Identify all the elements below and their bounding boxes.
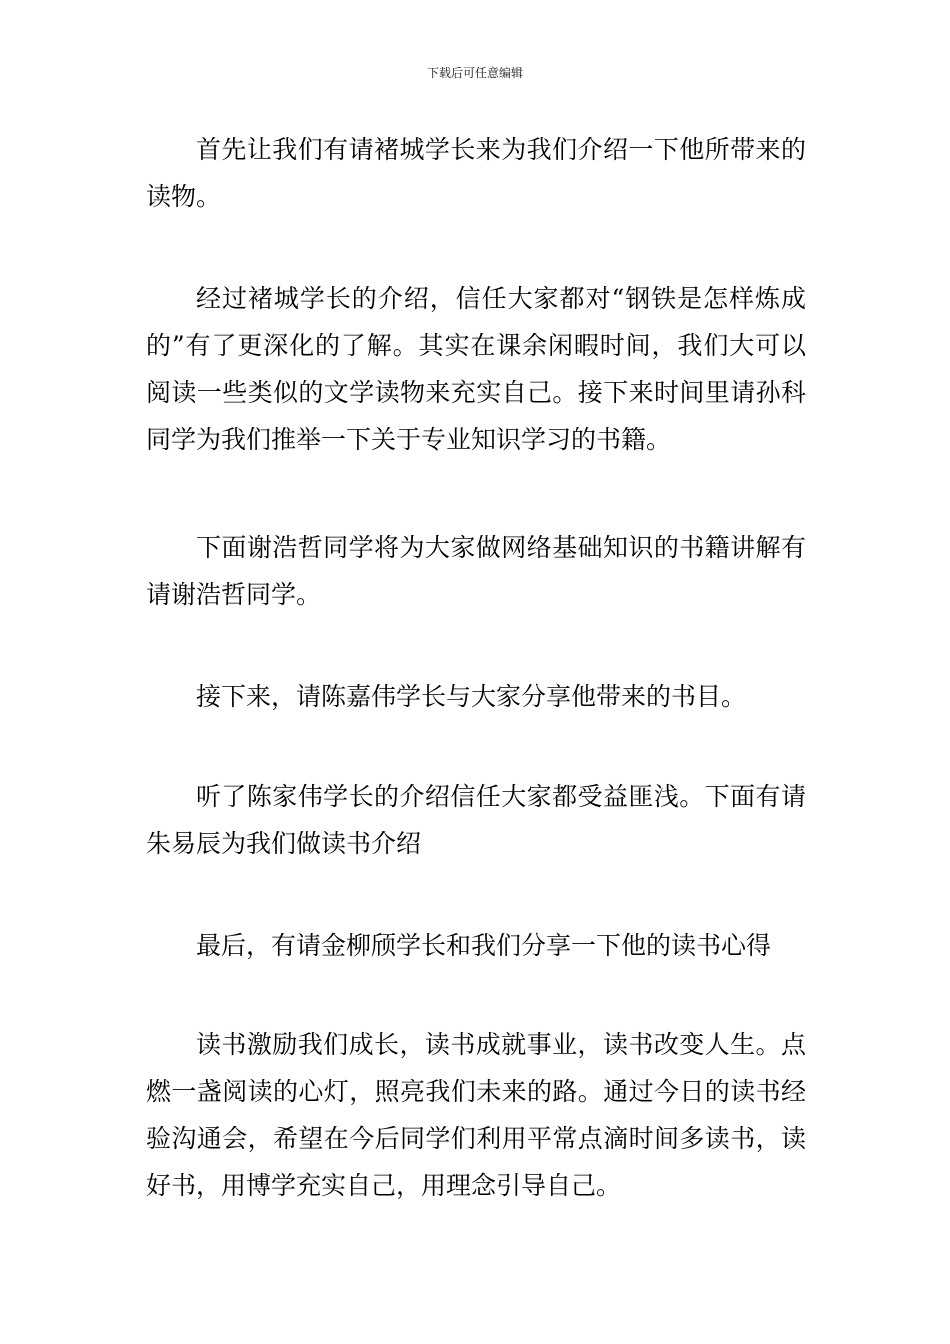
paragraph-7: 读书激励我们成长，读书成就事业，读书改变人生。点燃一盏阅读的心灯，照亮我们未来的路。通过今日的读书经验沟通会，希望在今后同学们利用平常点滴时间多读书，读好书，用博学充实自己，用理念引导自己。 — [146, 1030, 806, 1200]
page-header: 下载后可任意编辑 — [426, 66, 523, 80]
paragraph-1: 首先让我们有请褚城学长来为我们介绍一下他所带来的读物。 — [146, 135, 806, 211]
paragraph-4: 接下来，请陈嘉伟学长与大家分享他带来的书目。 — [196, 682, 747, 711]
paragraph-3: 下面谢浩哲同学将为大家做网络基础知识的书籍讲解有请谢浩哲同学。 — [146, 533, 806, 609]
paragraph-2: 经过褚城学长的介绍，信任大家都对“钢铁是怎样炼成的”有了更深化的了解。其实在课余闲暇时间，我们大可以阅读一些类似的文学读物来充实自己。接下来时间里请孙科同学为我们推举一下关于专业知识学习的书籍。 — [146, 284, 806, 454]
paragraph-5: 听了陈家伟学长的介绍信任大家都受益匪浅。下面有请朱易辰为我们做读书介绍 — [146, 782, 806, 858]
paragraph-6: 最后，有请金柳颀学长和我们分享一下他的读书心得 — [196, 931, 772, 960]
